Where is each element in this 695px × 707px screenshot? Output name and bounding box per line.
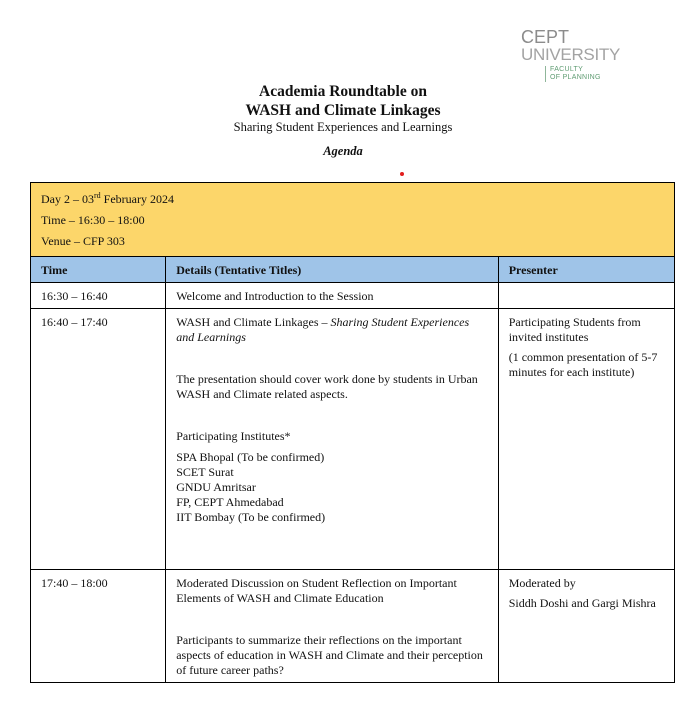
agenda-label: Agenda [323, 144, 363, 158]
moderator-names: Siddh Doshi and Gargi Mishra [508, 596, 656, 610]
institute-item: SCET Surat [176, 465, 234, 479]
column-header-time: Time [31, 257, 166, 283]
row-time: 17:40 – 18:00 [31, 570, 166, 683]
row-time: 16:30 – 16:40 [31, 283, 166, 309]
row-time: 16:40 – 17:40 [31, 309, 166, 570]
logo-faculty-line2: OF PLANNING [550, 74, 601, 81]
session-venue: Venue – CFP 303 [41, 234, 125, 248]
table-row [31, 309, 675, 570]
table-row [31, 283, 675, 309]
title-line-1: Academia Roundtable on [259, 83, 427, 100]
institute-item: GNDU Amritsar [176, 480, 256, 494]
table-header-row [31, 257, 675, 283]
row-presenter [498, 309, 674, 570]
institute-item: IIT Bombay (To be confirmed) [176, 510, 326, 524]
moderator-label: Moderated by [508, 576, 576, 590]
discussion-description: Participants to summarize their reflections on the important aspects of education in WASH and Climate and their perception of future career paths? [176, 633, 483, 677]
session-info-cell [31, 183, 675, 257]
institute-item: FP, CEPT Ahmedabad [176, 495, 284, 509]
session-day: Day 2 – 03rd February 2024 [41, 191, 174, 206]
row-presenter [498, 283, 674, 309]
logo-university-text: UNIVERSITY [521, 45, 621, 64]
presenter-text: Participating Students from invited institutes [508, 315, 641, 344]
session-title: WASH and Climate Linkages – Sharing Student Experiences and Learnings [176, 315, 470, 344]
cept-university-logo [521, 28, 621, 82]
row-presenter [498, 570, 674, 683]
logo-faculty-line1: FACULTY [550, 66, 584, 73]
institutes-heading: Participating Institutes* [176, 429, 291, 443]
row-details [166, 570, 499, 683]
table-row [31, 570, 675, 683]
session-time: Time – 16:30 – 18:00 [41, 213, 145, 227]
session-description: The presentation should cover work done by students in Urban WASH and Climate related aspects. [176, 372, 478, 401]
logo-faculty-text [545, 66, 610, 82]
institute-item: SPA Bhopal (To be confirmed) [176, 450, 325, 464]
red-dot-mark [400, 172, 404, 176]
presenter-note: (1 common presentation of 5-7 minutes for each institute) [508, 350, 658, 379]
discussion-title: Moderated Discussion on Student Reflection on Important Elements of WASH and Climate Education [176, 576, 457, 605]
row-details [166, 309, 499, 570]
agenda-table [30, 182, 675, 683]
column-header-details: Details (Tentative Titles) [166, 257, 499, 283]
subtitle: Sharing Student Experiences and Learnings [233, 120, 453, 134]
logo-cept-text: CEPT [521, 27, 570, 47]
session-info-row [31, 183, 675, 257]
row-details: Welcome and Introduction to the Session [166, 283, 499, 309]
column-header-presenter: Presenter [498, 257, 674, 283]
title-line-2: WASH and Climate Linkages [245, 102, 441, 119]
